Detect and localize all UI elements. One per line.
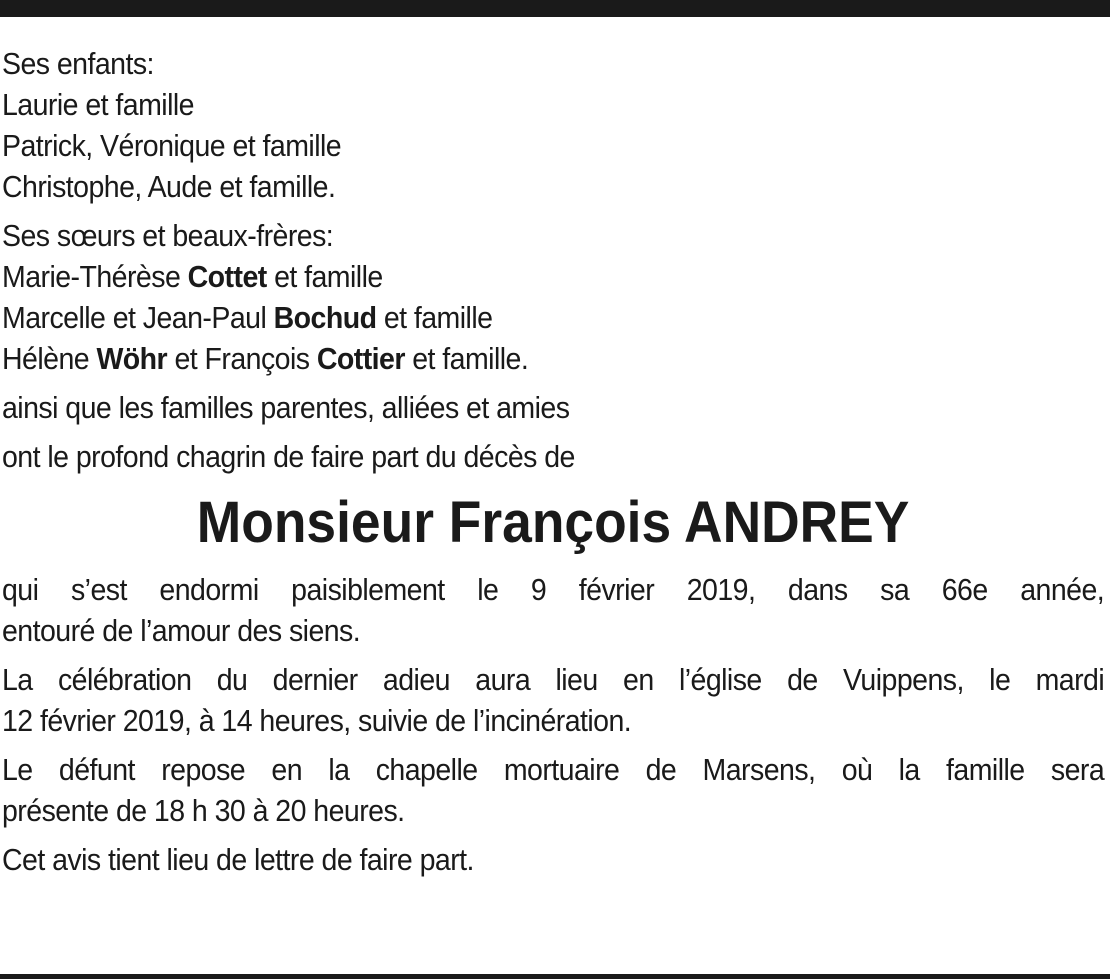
passing-line: qui s’est endormi paisiblement le 9 février 2019, dans sa 66e année, [2,572,1105,607]
announcement-section [2,436,1104,477]
relatives-line: ainsi que les familles parentes, alliées et amies [2,390,570,425]
viewing-line: Le défunt repose en la chapelle mortuaire de Marsens, où la famille sera [2,752,1105,787]
siblings-heading: Ses sœurs et beaux-frères: [2,218,334,253]
sibling-text: Marcelle et Jean-Paul [2,300,274,335]
notice-line: Cet avis tient lieu de lettre de faire part. [2,842,474,877]
relatives-section [2,387,1104,428]
passing-section [2,569,1104,651]
top-border-rule [0,0,1110,17]
sibling-text: et famille [376,300,493,335]
notice-section [2,839,1104,880]
obituary-notice [2,43,1104,888]
announcement-line: ont le profond chagrin de faire part du décès de [2,439,575,474]
sibling-text: et François [167,341,317,376]
child-line: Christophe, Aude et famille. [2,169,336,204]
viewing-section [2,749,1104,831]
sibling-text: Marie-Thérèse [2,259,188,294]
bottom-border-rule [0,974,1110,979]
passing-line: entouré de l’amour des siens. [2,613,361,648]
sibling-text: Hélène [2,341,97,376]
sibling-line [2,297,1104,338]
sibling-line [2,256,1104,297]
sibling-line [2,338,1104,379]
sibling-text: et famille [266,259,383,294]
ceremony-line: La célébration du dernier adieu aura lieu en l’église de Vuippens, le mardi [2,662,1105,697]
siblings-section [2,215,1104,379]
sibling-surname: Cottet [187,259,267,294]
child-line: Laurie et famille [2,87,194,122]
sibling-surname: Cottier [316,341,405,376]
children-section [2,43,1104,207]
ceremony-line: 12 février 2019, à 14 heures, suivie de l’incinération. [2,703,632,738]
sibling-surname: Wöhr [96,341,168,376]
ceremony-section [2,659,1104,741]
sibling-text: et famille. [404,341,529,376]
viewing-line: présente de 18 h 30 à 20 heures. [2,793,405,828]
children-heading: Ses enfants: [2,46,154,81]
sibling-surname: Bochud [273,300,377,335]
child-line: Patrick, Véronique et famille [2,128,342,163]
deceased-name: Monsieur François ANDREY [196,490,910,555]
